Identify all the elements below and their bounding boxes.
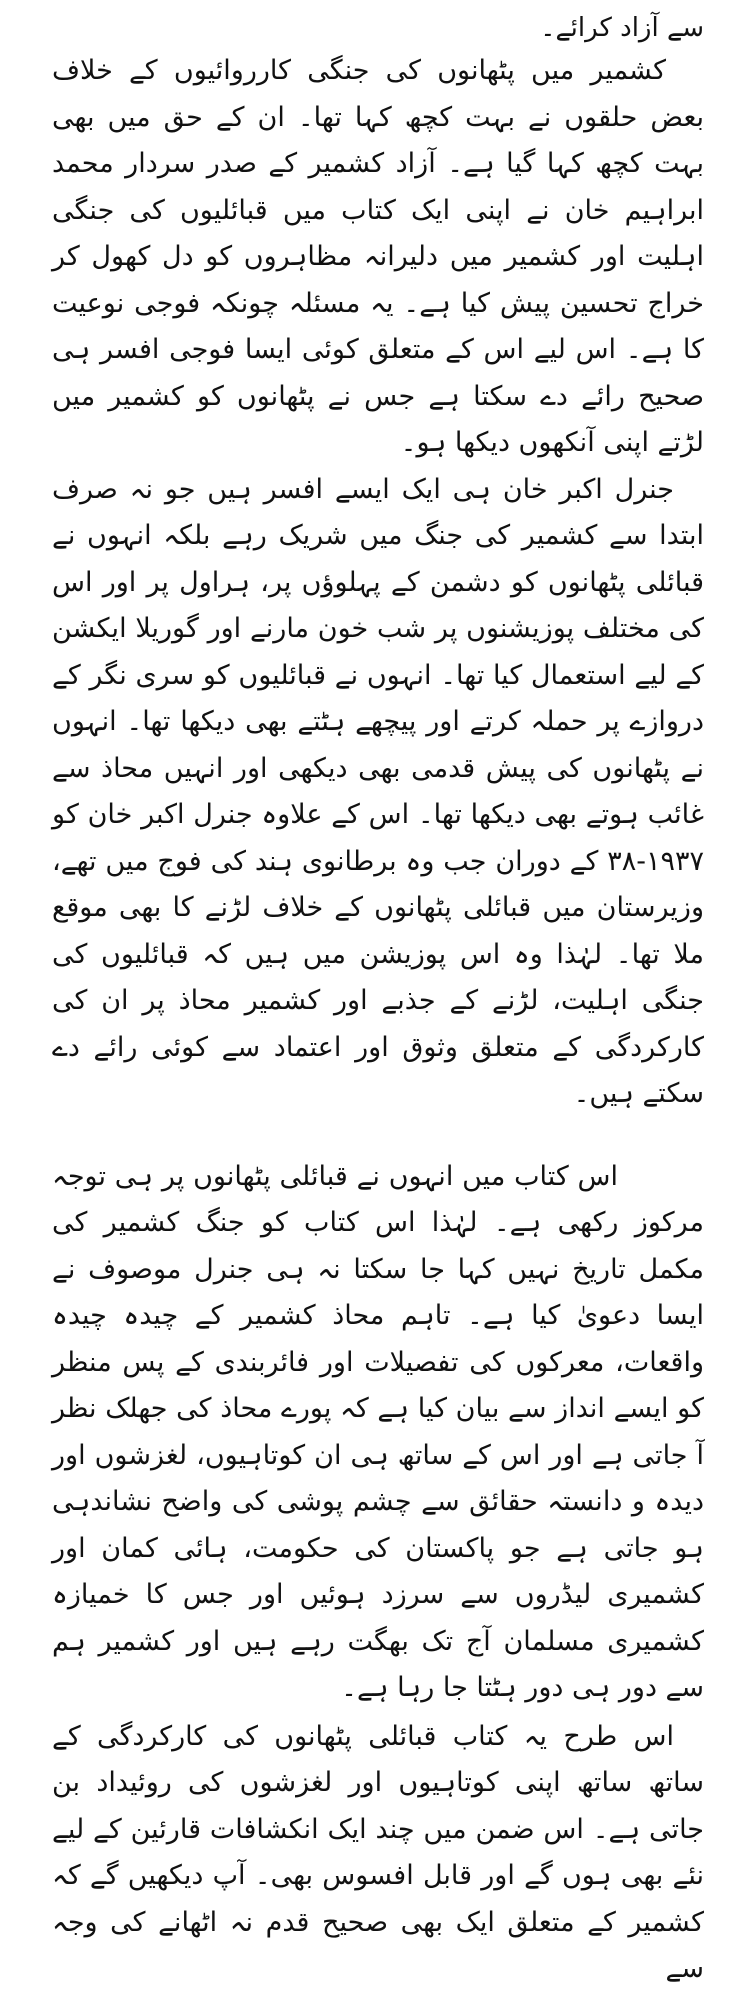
- paragraph-pathans-in-kashmir: کشمیر میں پٹھانوں کی جنگی کارروائیوں کے خلاف بعض حلقوں نے بہت کچھ کہا تھا۔ ان کے حق میں بھی بہت کچھ کہا گیا ہے۔ آزاد کشمیر کے صدر سردار محمد ابراہیم خان نے اپنی ایک کتاب میں قبائلیوں کی جنگی اہلیت اور کشمیر میں دلیرانہ مظاہروں کو دل کھول کر خراج تحسین پیش کیا ہے۔ یہ مسئلہ چونکہ فوجی نوعیت کا ہے۔ اس لیے اس کے متعلق کوئی ایسا فوجی افسر ہی صحیح رائے دے سکتا ہے جس نے پٹھانوں کو کشمیر میں لڑتے اپنی آنکھوں دیکھا ہو۔: [52, 55, 704, 458]
- paragraph-book-account: اس طرح یہ کتاب قبائلی پٹھانوں کی کارکردگی کے ساتھ ساتھ اپنی کوتاہیوں اور لغزشوں کی روئیداد بن جاتی ہے۔ اس ضمن میں چند ایک انکشافات قارئین کے لیے نئے بھی ہوں گے اور قابل افسوس بھی۔ آپ دیکھیں گے کہ کشمیر کے متعلق ایک بھی صحیح قدم نہ اٹھانے کی وجہ سے: [52, 1720, 704, 1984]
- paragraph-general-akbar-khan: جنرل اکبر خان ہی ایک ایسے افسر ہیں جو نہ صرف ابتدا سے کشمیر کی جنگ میں شریک رہے بلکہ انہوں نے قبائلی پٹھانوں کو دشمن کے پہلوؤں پر، ہراول پر اور اس کی مختلف پوزیشنوں پر شب خون مارنے اور گوریلا ایکشن کے لیے استعمال کیا تھا۔ انہوں نے قبائلیوں کو سری نگر کے دروازے پر حملہ کرتے اور پیچھے ہٹتے بھی دیکھا تھا۔ انہوں نے پٹھانوں کی پیش قدمی بھی دیکھی اور انہیں محاذ سے غائب ہوتے بھی دیکھا تھا۔ اس کے علاوہ جنرل اکبر خان کو ۱۹۳۷-۳۸ کے دوران جب وہ برطانوی ہند کی فوج میں تھے، وزیرستان میں قبائلی پٹھانوں کے خلاف لڑنے کا بھی موقع ملا تھا۔ لہٰذا وہ اس پوزیشن میں ہیں کہ قبائلیوں کی جنگی اہلیت، لڑنے کے جذبے اور کشمیر محاذ پر ان کی کارکردگی کے متعلق وثوق اور اعتماد سے کوئی رائے دے سکتے ہیں۔: [52, 473, 704, 1109]
- continuation-heading: سے آزاد کرائے۔: [540, 13, 704, 43]
- paragraph-book-focus: اس کتاب میں انہوں نے قبائلی پٹھانوں پر ہی توجہ مرکوز رکھی ہے۔ لہٰذا اس کتاب کو جنگ کشمیر کی مکمل تاریخ نہیں کہا جا سکتا نہ ہی جنرل موصوف نے ایسا دعویٰ کیا ہے۔ تاہم محاذ کشمیر کے چیدہ چیدہ واقعات، معرکوں کی تفصیلات اور فائربندی کے پس منظر کو ایسے انداز سے بیان کیا ہے کہ پورے محاذ کی جھلک نظر آ جاتی ہے اور اس کے ساتھ ہی ان کوتاہیوں، لغزشوں اور دیدہ و دانستہ حقائق سے چشم پوشی کی واضح نشاندہی ہو جاتی ہے جو پاکستان کی حکومت، ہائی کمان اور کشمیری لیڈروں سے سرزد ہوئیں اور جس کا خمیازہ کشمیری مسلمان آج تک بھگت رہے ہیں اور کشمیر ہم سے دور ہی دور ہٹتا جا رہا ہے۔: [52, 1160, 704, 1703]
